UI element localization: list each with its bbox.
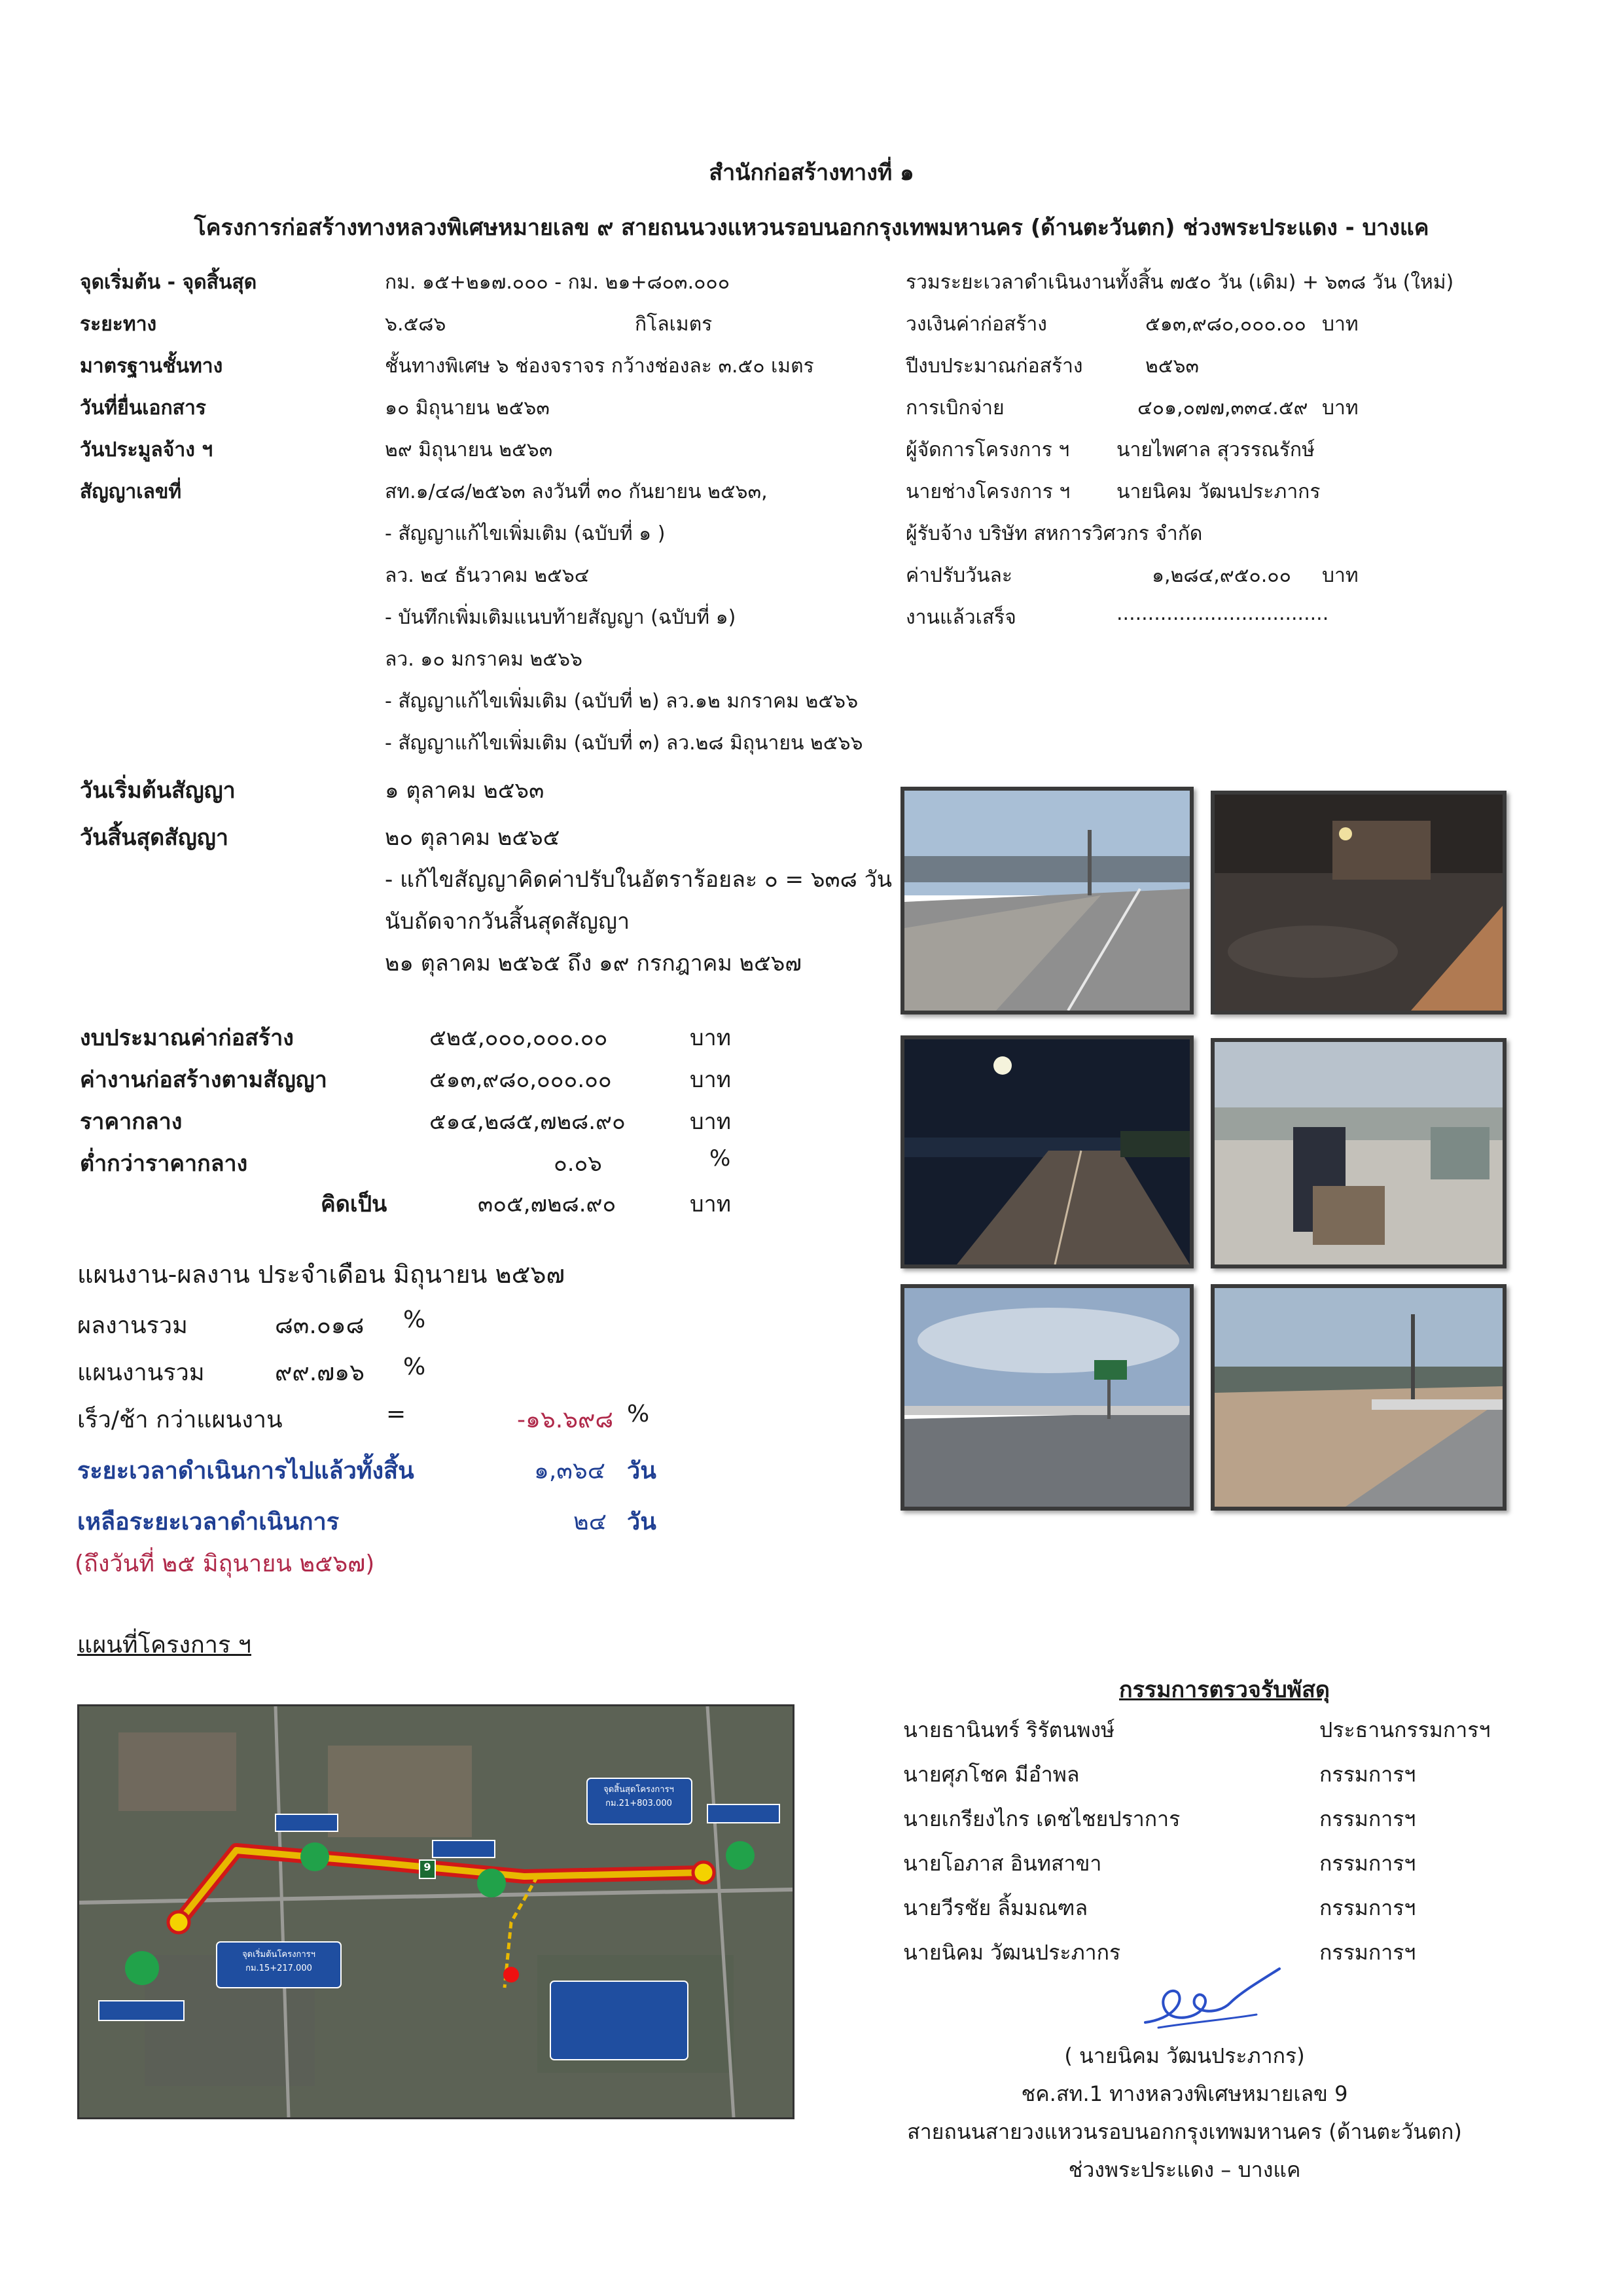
- info-label: รวมระยะเวลาดำเนินงานทั้งสิ้น ๗๕๐ วัน (เดิม) + ๖๓๘ วัน (ใหม่): [906, 271, 1454, 294]
- end-point-km: กม.21+803.000: [605, 1799, 672, 1808]
- info-label: จุดเริ่มต้น - จุดสิ้นสุด: [80, 271, 257, 294]
- info-value: ๑,๒๘๔,๙๕๐.๐๐: [1152, 564, 1291, 587]
- plan-label: แผนงานรวม: [77, 1359, 205, 1386]
- info-value: ชั้นทางพิเศษ ๖ ช่องจราจร กว้างช่องละ ๓.๕๐ เมตร: [385, 355, 814, 378]
- committee-name: นายศุภโชค มีอำพล: [903, 1762, 1080, 1787]
- info-label: ผู้รับจ้าง บริษัท สหการวิศวกร จำกัด: [906, 522, 1203, 545]
- budget-total-value: ๓๐๕,๗๒๘.๙๐: [478, 1191, 616, 1217]
- elapsed-unit: วัน: [627, 1458, 656, 1484]
- info-value: ๖.๕๘๖: [385, 313, 446, 336]
- signature-mark: [1132, 1957, 1289, 2042]
- budget-value: ๕๑๓,๙๘๐,๐๐๐.๐๐: [429, 1067, 612, 1093]
- elapsed-value: ๑,๓๖๔: [534, 1458, 606, 1484]
- diff-value: -๑๖.๖๙๘: [517, 1407, 614, 1433]
- info-value: นายนิคม วัฒนประภากร: [1116, 480, 1321, 503]
- end-point-title: จุดสิ้นสุดโครงการฯ: [603, 1785, 674, 1795]
- info-label: สัญญาเลขที่: [80, 480, 182, 503]
- start-date-label: วันเริ่มต้นสัญญา: [80, 778, 236, 804]
- info-label: วันที่ยื่นเอกสาร: [80, 397, 206, 420]
- actual-value: ๘๓.๐๑๘: [275, 1312, 365, 1339]
- committee-title: กรรมการตรวจรับพัสดุ: [1119, 1677, 1330, 1703]
- info-value: นายไพศาล สุวรรณรักษ์: [1116, 439, 1315, 461]
- info-unit: บาท: [1322, 564, 1359, 587]
- committee-name: นายนิคม วัฒนประภากร: [903, 1940, 1121, 1965]
- committee-role: กรรมการฯ: [1319, 1895, 1416, 1920]
- as-of-date: (ถึงวันที่ ๒๕ มิถุนายน ๒๕๖๗): [75, 1551, 375, 1577]
- budget-label: งบประมาณค่าก่อสร้าง: [80, 1025, 294, 1051]
- info-label: ปีงบประมาณก่อสร้าง: [906, 355, 1083, 378]
- info-unit: บาท: [1322, 313, 1359, 336]
- info-value: ๒๙ มิถุนายน ๒๕๖๓: [385, 439, 553, 461]
- info-label: นายช่างโครงการ ฯ: [906, 480, 1071, 503]
- info-unit: บาท: [1322, 397, 1359, 420]
- committee-role: กรรมการฯ: [1319, 1940, 1416, 1965]
- diff-label: เร็ว/ช้า กว่าแผนงาน: [77, 1407, 283, 1433]
- start-point-km: กม.15+217.000: [245, 1964, 312, 1973]
- actual-unit: %: [403, 1306, 426, 1333]
- info-value: กม. ๑๕+๒๑๗.๐๐๐ - กม. ๒๑+๘๐๓.๐๐๐: [385, 271, 730, 294]
- actual-label: ผลงานรวม: [77, 1312, 188, 1339]
- info-label: ค่าปรับวันละ: [906, 564, 1012, 587]
- site-photo: [1211, 791, 1507, 1014]
- info-label: การเบิกจ่าย: [906, 397, 1005, 420]
- map-title: แผนที่โครงการ ฯ: [77, 1632, 251, 1659]
- budget-label: ราคากลาง: [80, 1109, 183, 1135]
- remain-unit: วัน: [627, 1509, 656, 1535]
- committee-role: กรรมการฯ: [1319, 1851, 1416, 1876]
- site-photo: [1211, 1284, 1507, 1511]
- committee-name: นายวีรชัย ลิ้มมณฑล: [903, 1895, 1088, 1920]
- contract-line: - สัญญาแก้ไขเพิ่มเติม (ฉบับที่ ๑ ): [385, 522, 666, 545]
- project-title: โครงการก่อสร้างทางหลวงพิเศษหมายเลข ๙ สายถนนวงแหวนรอบนอกกรุงเทพมหานคร (ด้านตะวันตก) ช่วงพระประแดง - บางแค: [194, 215, 1429, 241]
- start-date-value: ๑ ตุลาคม ๒๕๖๓: [385, 778, 544, 804]
- start-point-title: จุดเริ่มต้นโครงการฯ: [242, 1950, 315, 1960]
- info-label: งานแล้วเสร็จ: [906, 606, 1016, 629]
- committee-name: นายโอภาส อินทสาขา: [903, 1851, 1102, 1876]
- info-label: มาตรฐานชั้นทาง: [80, 355, 223, 378]
- highway-shield: 9: [423, 1861, 431, 1873]
- site-photo: [901, 787, 1194, 1014]
- site-photo: [901, 1035, 1194, 1268]
- diff-eq: =: [386, 1401, 406, 1427]
- info-value: สท.๑/๔๘/๒๕๖๓ ลงวันที่ ๓๐ กันยายน ๒๕๖๓,: [385, 480, 768, 503]
- diff-unit: %: [627, 1401, 650, 1427]
- budget-value: ๕๒๕,๐๐๐,๐๐๐.๐๐: [429, 1025, 608, 1051]
- info-label: ผู้จัดการโครงการ ฯ: [906, 439, 1070, 461]
- contract-line: - สัญญาแก้ไขเพิ่มเติม (ฉบับที่ ๓) ลว.๒๘ มิถุนายน ๒๕๖๖: [385, 732, 863, 755]
- budget-unit: บาท: [690, 1109, 732, 1135]
- info-value: ๑๐ มิถุนายน ๒๕๖๓: [385, 397, 550, 420]
- elapsed-label: ระยะเวลาดำเนินการไปแล้วทั้งสิ้น: [77, 1458, 414, 1484]
- plan-unit: %: [403, 1354, 426, 1380]
- progress-heading: แผนงาน-ผลงาน ประจำเดือน มิถุนายน ๒๕๖๗: [77, 1260, 565, 1289]
- signer-position: ชค.สท.1 ทางหลวงพิเศษหมายเลข 9: [1021, 2081, 1348, 2106]
- project-map[interactable]: [77, 1704, 794, 2119]
- info-unit: กิโลเมตร: [635, 313, 713, 336]
- office-title: สำนักก่อสร้างทางที่ ๑: [709, 160, 914, 186]
- budget-total-label: คิดเป็น: [321, 1191, 387, 1217]
- budget-unit: %: [709, 1145, 731, 1172]
- info-value: ..................................: [1116, 602, 1329, 625]
- fine-line: ๒๑ ตุลาคม ๒๕๖๕ ถึง ๑๙ กรกฎาคม ๒๕๖๗: [385, 950, 802, 977]
- start-point-label: [219, 1947, 338, 1975]
- committee-role: ประธานกรรมการฯ: [1319, 1717, 1491, 1742]
- contract-line: ลว. ๑๐ มกราคม ๒๕๖๖: [385, 648, 583, 671]
- info-label: วงเงินค่าก่อสร้าง: [906, 313, 1047, 336]
- fine-line: นับถัดจากวันสิ้นสุดสัญญา: [385, 908, 630, 935]
- info-value: ๒๕๖๓: [1145, 355, 1200, 378]
- budget-label: ต่ำกว่าราคากลาง: [80, 1151, 248, 1177]
- budget-value: ๐.๐๖: [554, 1151, 602, 1177]
- info-value: ๕๑๓,๙๘๐,๐๐๐.๐๐: [1145, 313, 1306, 336]
- budget-label: ค่างานก่อสร้างตามสัญญา: [80, 1067, 327, 1093]
- signer-name: ( นายนิคม วัฒนประภากร): [1064, 2043, 1305, 2068]
- budget-value: ๕๑๔,๒๘๕,๗๒๘.๙๐: [429, 1109, 626, 1135]
- contract-line: - บันทึกเพิ่มเติมแนบท้ายสัญญา (ฉบับที่ ๑): [385, 606, 736, 629]
- info-label: ระยะทาง: [80, 313, 157, 336]
- signer-section: ช่วงพระประแดง – บางแค: [1068, 2157, 1301, 2182]
- fine-line: - แก้ไขสัญญาคิดค่าปรับในอัตราร้อยละ ๐ = ๖๓๘ วัน: [385, 867, 893, 893]
- budget-total-unit: บาท: [690, 1191, 732, 1217]
- budget-unit: บาท: [690, 1067, 732, 1093]
- end-point-label: [590, 1782, 688, 1810]
- end-date-label: วันสิ้นสุดสัญญา: [80, 825, 228, 851]
- site-photo: [1211, 1038, 1507, 1268]
- info-value: ๔๐๑,๐๗๗,๓๓๔.๕๙: [1137, 397, 1308, 420]
- signer-route: สายถนนสายวงแหวนรอบนอกกรุงเทพมหานคร (ด้านตะวันตก): [907, 2119, 1462, 2144]
- remain-value: ๒๔: [573, 1509, 607, 1535]
- site-photo: [901, 1284, 1194, 1511]
- remain-label: เหลือระยะเวลาดำเนินการ: [77, 1509, 340, 1535]
- committee-role: กรรมการฯ: [1319, 1762, 1416, 1787]
- end-date-value: ๒๐ ตุลาคม ๒๕๖๕: [385, 825, 560, 851]
- contract-line: - สัญญาแก้ไขเพิ่มเติม (ฉบับที่ ๒) ลว.๑๒ มกราคม ๒๕๖๖: [385, 690, 859, 713]
- info-label: วันประมูลจ้าง ฯ: [80, 439, 213, 461]
- contract-line: ลว. ๒๔ ธันวาคม ๒๕๖๔: [385, 564, 590, 587]
- budget-unit: บาท: [690, 1025, 732, 1051]
- committee-role: กรรมการฯ: [1319, 1806, 1416, 1831]
- committee-name: นายเกรียงไกร เดชไชยปราการ: [903, 1806, 1181, 1831]
- committee-name: นายธานินทร์ ริรัตนพงษ์: [903, 1717, 1115, 1742]
- plan-value: ๙๙.๗๑๖: [275, 1359, 365, 1386]
